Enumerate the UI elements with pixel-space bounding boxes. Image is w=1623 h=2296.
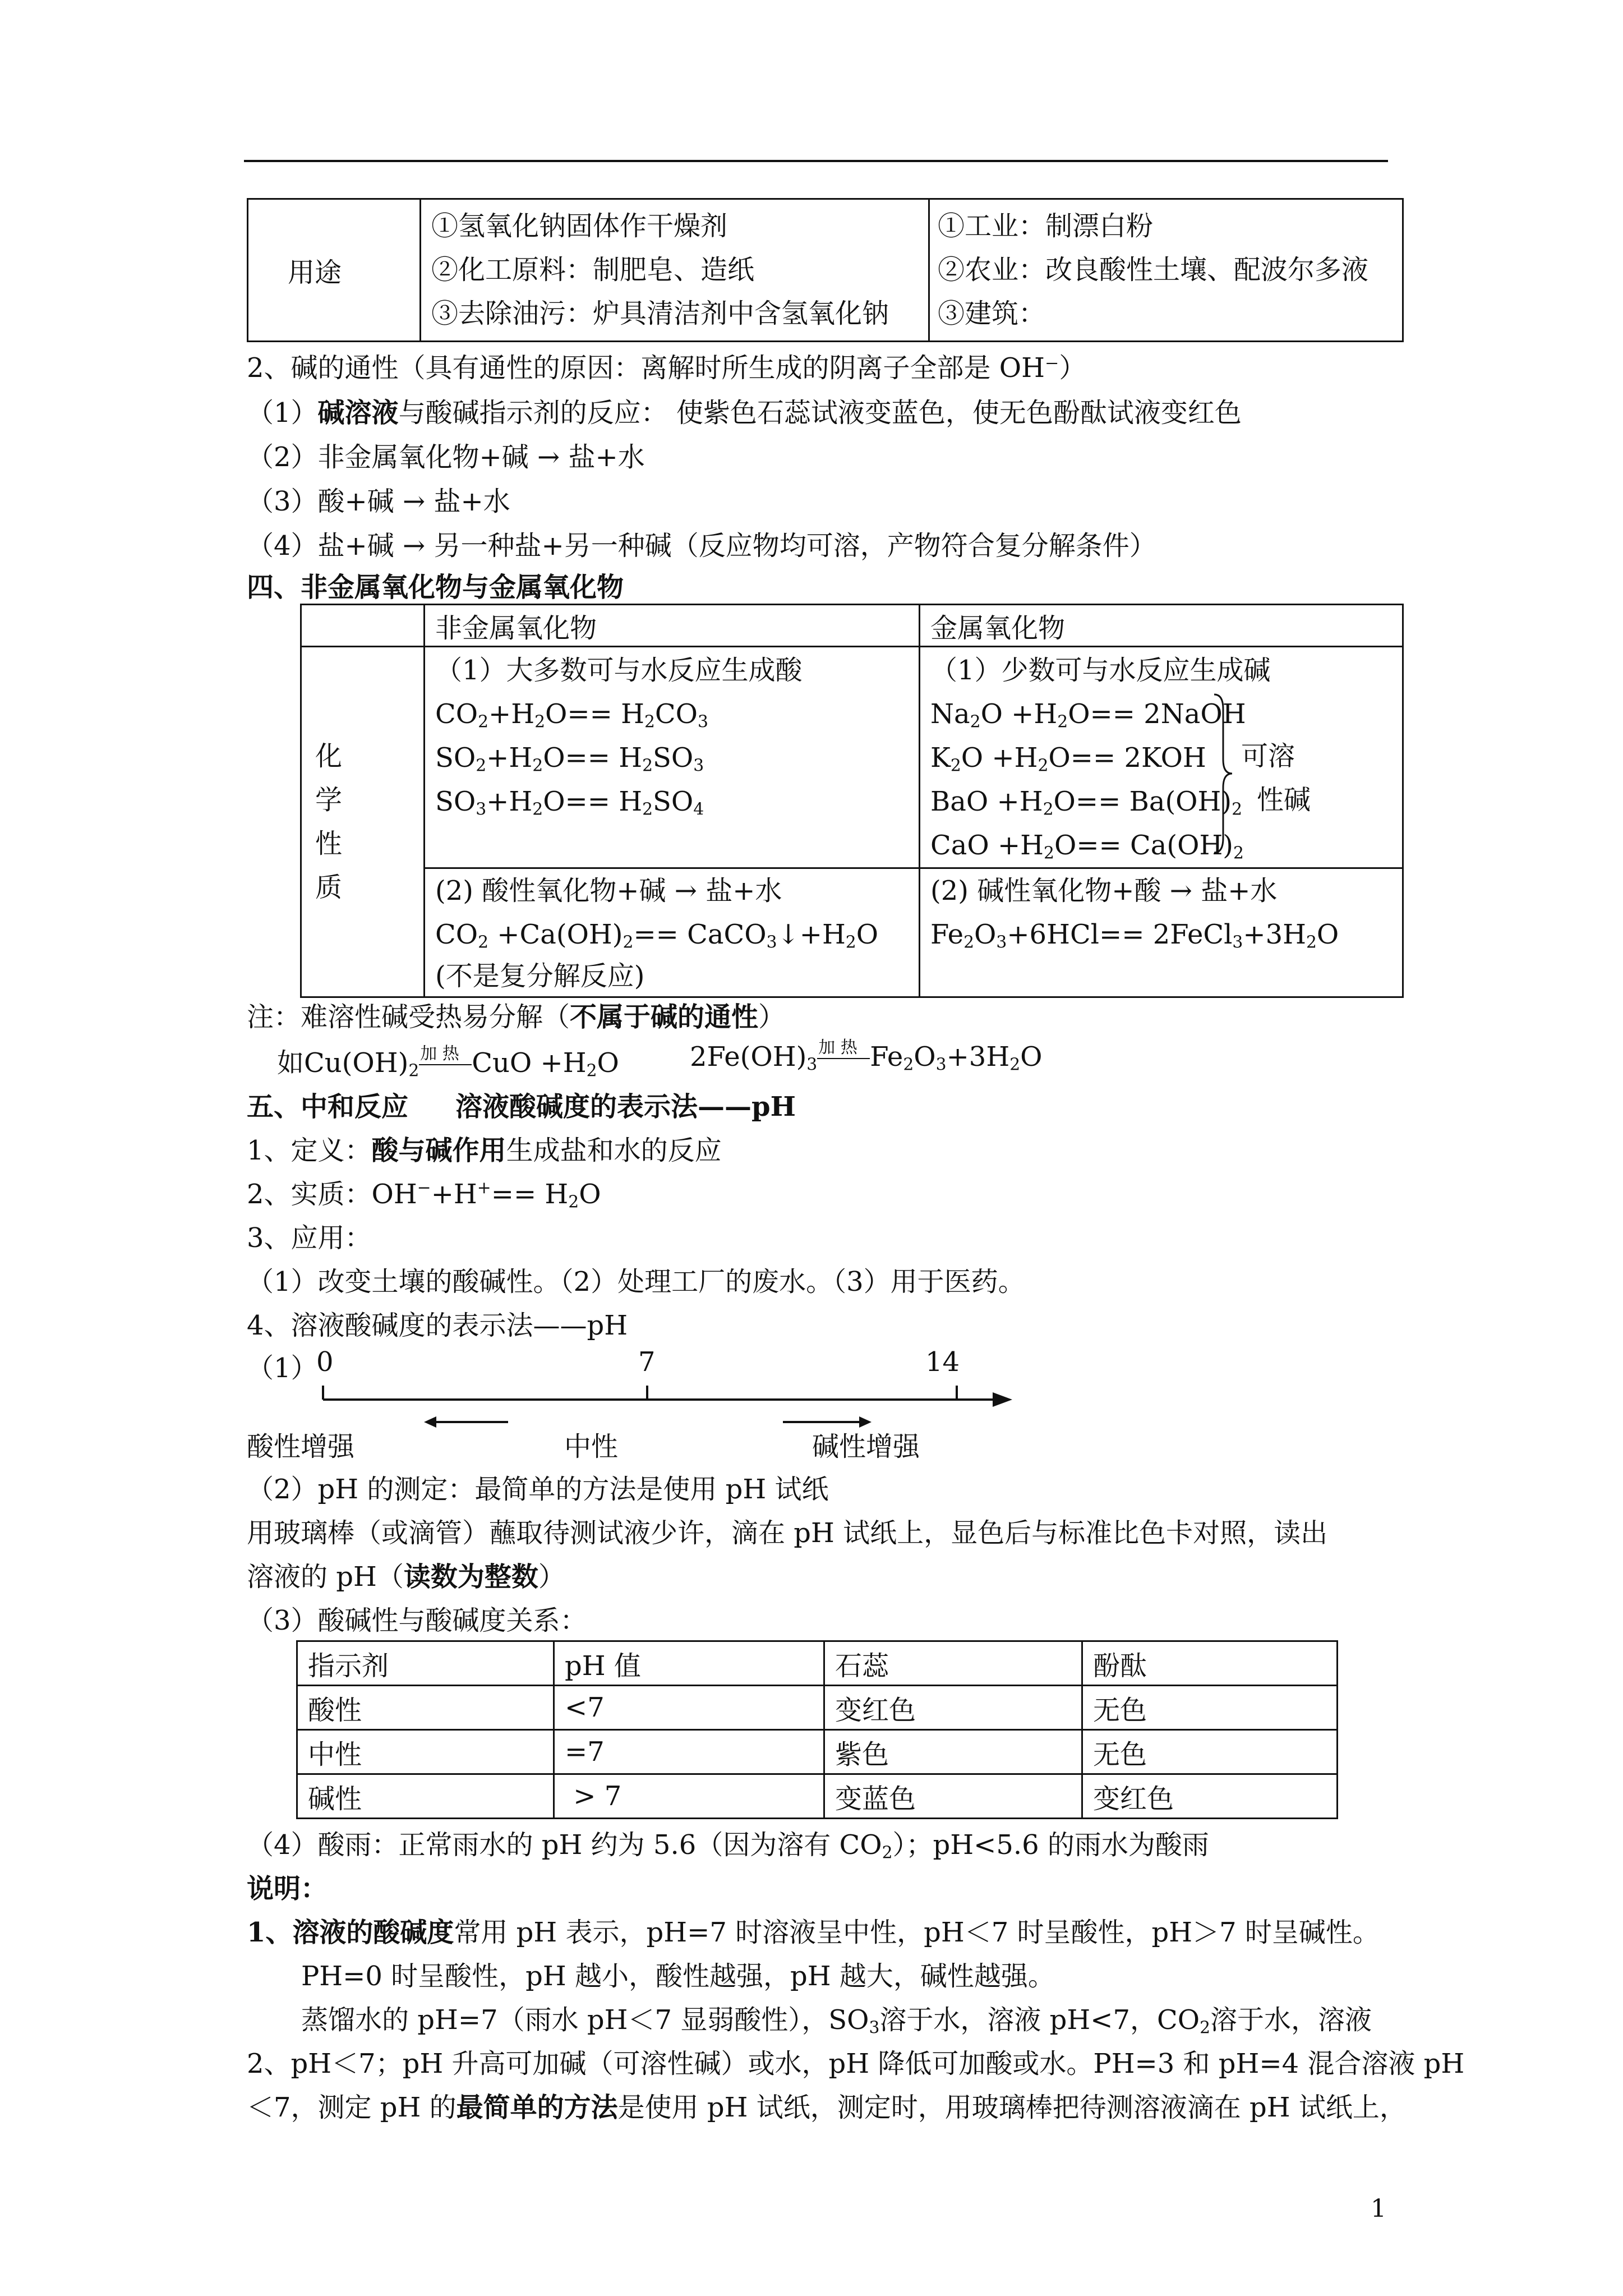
equation-fe2o3-hcl: $Fe_2O_3+6HCl==$ $2FeCl_3+3H_2O$ (930, 919, 1339, 953)
indicator-header: 指示剂 (297, 1641, 554, 1686)
acid-rain-line: （4）酸雨：正常雨水的 pH 约为 5.6（因为溶有 $CO_2$）；pH<5.6 的雨水为酸雨 (247, 1829, 1209, 1863)
ph-scale-0: 0 (316, 1346, 334, 1378)
explanation-point-1: 1、溶液的酸碱度常用 pH 表示，pH=7 时溶液呈中性，pH＜7 时呈酸性，pH＞7 时呈碱性。 (247, 1917, 1380, 1948)
metal-oxide-rule-1: （1）少数可与水反应生成碱 (930, 655, 1271, 686)
metal-oxide-header: 金属氧化物 (920, 605, 1403, 647)
phenolphthalein-header: 酚酞 (1082, 1641, 1338, 1686)
oxides-table (300, 604, 1404, 998)
neutralization-application-title: 3、应用： (247, 1222, 372, 1254)
nonmetal-oxide-rule-1: （1）大多数可与水反应生成酸 (435, 655, 803, 686)
indicator-table (296, 1640, 1338, 1819)
ph-scale-14: 14 (925, 1346, 960, 1378)
metal-oxide-rule-2: (2) 碱性氧化物+酸 → 盐+水 (930, 875, 1278, 907)
naoh-uses-cell (421, 199, 929, 342)
header-rule (244, 160, 1388, 162)
explanation-point-2-line1: 2、pH＜7；pH 升高可加碱（可溶性碱）或水，pH 降低可加酸或水。PH=3 和 pH=4 混合溶液 pH (247, 2048, 1465, 2079)
ph-measurement-title: （2）pH 的测定：最简单的方法是使用 pH 试纸 (247, 1474, 829, 1505)
neutralization-section-title: 五、中和反应 溶液酸碱度的表示法——pH (247, 1091, 796, 1122)
equation-so2-h2o: $SO_2+H_2O== H_2SO_3$ (435, 742, 704, 776)
soluble-base-label-1: 可溶 (1241, 740, 1295, 772)
acidic-oxide-base-cell (425, 868, 920, 997)
base-property-2: （2）非金属氧化物+碱 → 盐+水 (247, 441, 645, 473)
acidity-increase-label: 酸性增强 (247, 1431, 355, 1462)
explanation-point-2-line2: ＜7，测定 pH 的最简单的方法是使用 pH 试纸，测定时，用玻璃棒把待测溶液滴在 pH 试纸上， (247, 2092, 1407, 2123)
page-number: 1 (1371, 2194, 1386, 2223)
usage-table (247, 198, 1404, 342)
chemical-properties-label-cell (301, 647, 425, 997)
table-row: 中性 =7 紫色 无色 (297, 1730, 1338, 1774)
ph-section-title: 4、溶液酸碱度的表示法——pH (247, 1310, 628, 1341)
oxides-section-title: 四、非金属氧化物与金属氧化物 (247, 572, 624, 603)
non-double-decomposition-note: (不是复分解反应) (435, 960, 645, 992)
naoh-use-3: ③去除油污：炉具清洁剂中含氢氧化钠 (431, 298, 889, 329)
heat-arrow-2 (817, 1058, 870, 1059)
chemical-properties-label: 化 学 性 质 (315, 740, 343, 903)
decomposition-example-1: 如$Cu(OH)_2$ 加 热 CuO $+H_2O$ (277, 1041, 619, 1080)
ph-measurement-method-line2: 溶液的 pH（读数为整数） (247, 1561, 565, 1593)
acidity-arrow (424, 1414, 514, 1430)
caoh2-uses-cell (929, 199, 1403, 342)
ph-scale-prefix: （1） (247, 1352, 318, 1384)
usage-label-cell (248, 199, 421, 342)
heat-label-1: 加 热 (420, 1043, 459, 1064)
ph-scale-line (314, 1374, 1043, 1419)
explanation-point-1-line3: 蒸馏水的 pH=7（雨水 pH＜7 显弱酸性），$SO_3$溶于水，溶液 pH<7，$CO_2$溶于水，溶液 (301, 2004, 1372, 2038)
naoh-use-1: ①氢氧化钠固体作干燥剂 (431, 210, 728, 242)
neutral-label: 中性 (564, 1431, 619, 1462)
base-property-1: （1）碱溶液与酸碱指示剂的反应： 使紫色石蕊试液变蓝色，使无色酚酞试液变红色 (247, 397, 1242, 429)
heat-label-2: 加 热 (818, 1037, 857, 1057)
ph-scale-7: 7 (638, 1346, 656, 1378)
equation-co2-caoh2: $CO_2 +Ca(OH)_2==$ $CaCO_3↓+H_2O$ (435, 919, 879, 953)
nonmetal-oxide-water-cell (425, 647, 920, 868)
litmus-header: 石蕊 (824, 1641, 1082, 1686)
explanation-title: 说明： (247, 1873, 328, 1904)
soluble-base-label-2: 性碱 (1257, 784, 1311, 816)
equation-na2o-h2o: $Na_2O +H_2O==$ 2NaOH (930, 698, 1246, 732)
basic-oxide-acid-cell (920, 868, 1403, 997)
insoluble-base-note: 注：难溶性碱受热易分解（不属于碱的通性） (247, 1001, 786, 1033)
equation-co2-h2o: $CO_2+H_2O== H_2CO_3$ (435, 698, 708, 732)
usage-label: 用途 (288, 257, 342, 288)
metal-oxide-water-cell (920, 647, 1403, 868)
neutralization-definition: 1、定义：酸与碱作用生成盐和水的反应 (247, 1135, 722, 1166)
nonmetal-oxide-rule-2: (2) 酸性氧化物+碱 → 盐+水 (435, 875, 782, 907)
decomposition-example-2: $2Fe(OH)_3$ 加 热 $Fe_2O_3+3H_2O$ (690, 1041, 1042, 1073)
neutralization-essence: 2、实质：$OH^-+H^+== H_2O$ (247, 1178, 601, 1212)
neutralization-application-items: （1）改变土壤的酸碱性。（2）处理工厂的废水。（3）用于医药。 (247, 1266, 1025, 1297)
naoh-use-2: ②化工原料：制肥皂、造纸 (431, 254, 755, 286)
base-properties-title: 2、碱的通性（具有通性的原因：离解时所生成的阴离子全部是 OH⁻） (247, 352, 1086, 384)
table-row: 酸性 <7 变红色 无色 (297, 1686, 1338, 1730)
base-property-3: （3）酸+碱 → 盐+水 (247, 486, 510, 517)
table-row: 碱性 > 7 变蓝色 变红色 (297, 1774, 1338, 1819)
explanation-point-1-line2: PH=0 时呈酸性，pH 越小，酸性越强，pH 越大，碱性越强。 (301, 1961, 1055, 1992)
equation-so3-h2o: $SO_3+H_2O== H_2SO_4$ (435, 786, 704, 820)
nonmetal-oxide-header: 非金属氧化物 (425, 605, 920, 647)
ph-relation-title: （3）酸碱性与酸碱度关系： (247, 1605, 587, 1636)
right-brace (1212, 692, 1234, 855)
equation-bao-h2o: BaO $+H_2O== Ba(OH)_2$ (930, 786, 1243, 820)
heat-arrow-1 (419, 1064, 472, 1065)
caoh2-use-3: ③建筑： (938, 298, 1046, 329)
equation-cao-h2o: CaO $+H_2O== Ca(OH)_2$ (930, 830, 1244, 863)
basicity-increase-label: 碱性增强 (812, 1431, 920, 1462)
caoh2-use-2: ②农业：改良酸性土壤、配波尔多液 (938, 254, 1369, 286)
ph-measurement-method-line1: 用玻璃棒（或滴管）蘸取待测试液少许，滴在 pH 试纸上，显色后与标准比色卡对照，读出 (247, 1517, 1328, 1549)
equation-k2o-h2o: $K_2O +H_2O== 2KOH$ (930, 742, 1206, 776)
ph-value-header: pH 值 (554, 1641, 824, 1686)
caoh2-use-1: ①工业：制漂白粉 (938, 210, 1154, 242)
base-property-4: （4）盐+碱 → 另一种盐+另一种碱（反应物均可溶，产物符合复分解条件） (247, 530, 1156, 562)
